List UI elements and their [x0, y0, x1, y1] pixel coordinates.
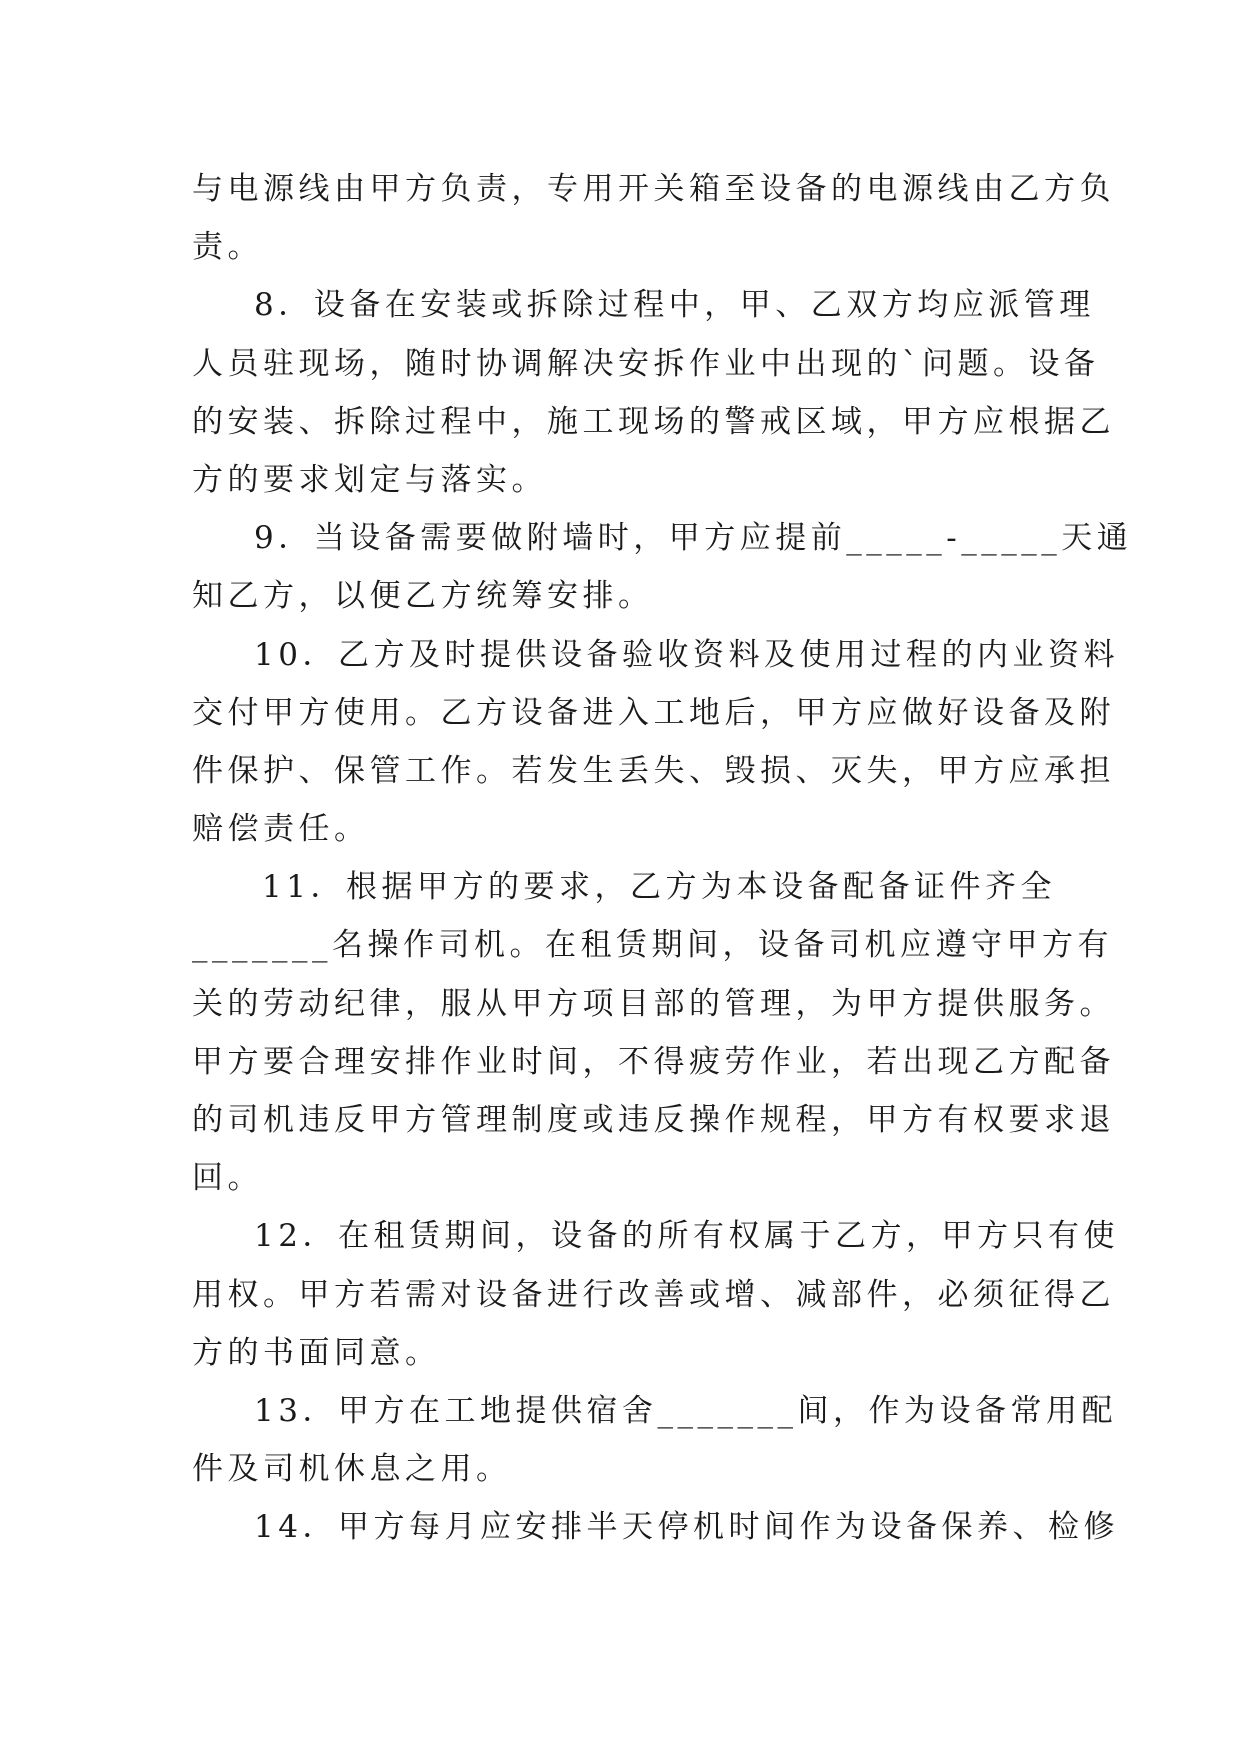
clause-12-line: 12．在租赁期间，设备的所有权属于乙方，甲方只有使 — [254, 1218, 1119, 1255]
text-line: 赔偿责任。 — [192, 811, 370, 848]
text-line: 的安装、拆除过程中，施工现场的警戒区域，甲方应根据乙 — [192, 403, 1115, 440]
clause-14-line: 14．甲方每月应安排半天停机时间作为设备保养、检修 — [254, 1509, 1119, 1546]
text-line: 交付甲方使用。乙方设备进入工地后，甲方应做好设备及附 — [192, 694, 1115, 731]
text-line: 知乙方，以便乙方统筹安排。 — [192, 578, 654, 615]
text-line: _______名操作司机。在租赁期间，设备司机应遵守甲方有 — [192, 927, 1113, 964]
clause-10-line: 10．乙方及时提供设备验收资料及使用过程的内业资料 — [254, 636, 1119, 673]
clause-8-line: 8．设备在安装或拆除过程中，甲、乙双方均应派管理 — [254, 287, 1095, 324]
text-line: 回。 — [192, 1160, 263, 1197]
text-line: 人员驻现场，随时协调解决安拆作业中出现的`问题。设备 — [192, 345, 1100, 382]
clause-11-line: 11．根据甲方的要求，乙方为本设备配备证件齐全 — [262, 869, 1056, 906]
text-line: 用权。甲方若需对设备进行改善或增、减部件，必须征得乙 — [192, 1276, 1115, 1313]
text-line: 方的书面同意。 — [192, 1334, 441, 1371]
clause-9-line: 9．当设备需要做附墙时，甲方应提前_____-_____天通 — [254, 520, 1133, 557]
text-line: 关的劳动纪律，服从甲方项目部的管理，为甲方提供服务。 — [192, 985, 1115, 1022]
text-line: 件保护、保管工作。若发生丢失、毁损、灭失，甲方应承担 — [192, 752, 1115, 789]
text-line: 甲方要合理安排作业时间，不得疲劳作业，若出现乙方配备 — [192, 1043, 1115, 1080]
clause-13-line: 13．甲方在工地提供宿舍_______间，作为设备常用配 — [254, 1392, 1117, 1429]
document-body — [192, 160, 1133, 1557]
text-line: 件及司机休息之用。 — [192, 1451, 512, 1488]
text-line: 方的要求划定与落实。 — [192, 461, 547, 498]
text-line: 与电源线由甲方负责，专用开关箱至设备的电源线由乙方负 — [192, 171, 1115, 207]
text-line: 的司机违反甲方管理制度或违反操作规程，甲方有权要求退 — [192, 1102, 1115, 1138]
text-line: 责。 — [192, 229, 263, 266]
